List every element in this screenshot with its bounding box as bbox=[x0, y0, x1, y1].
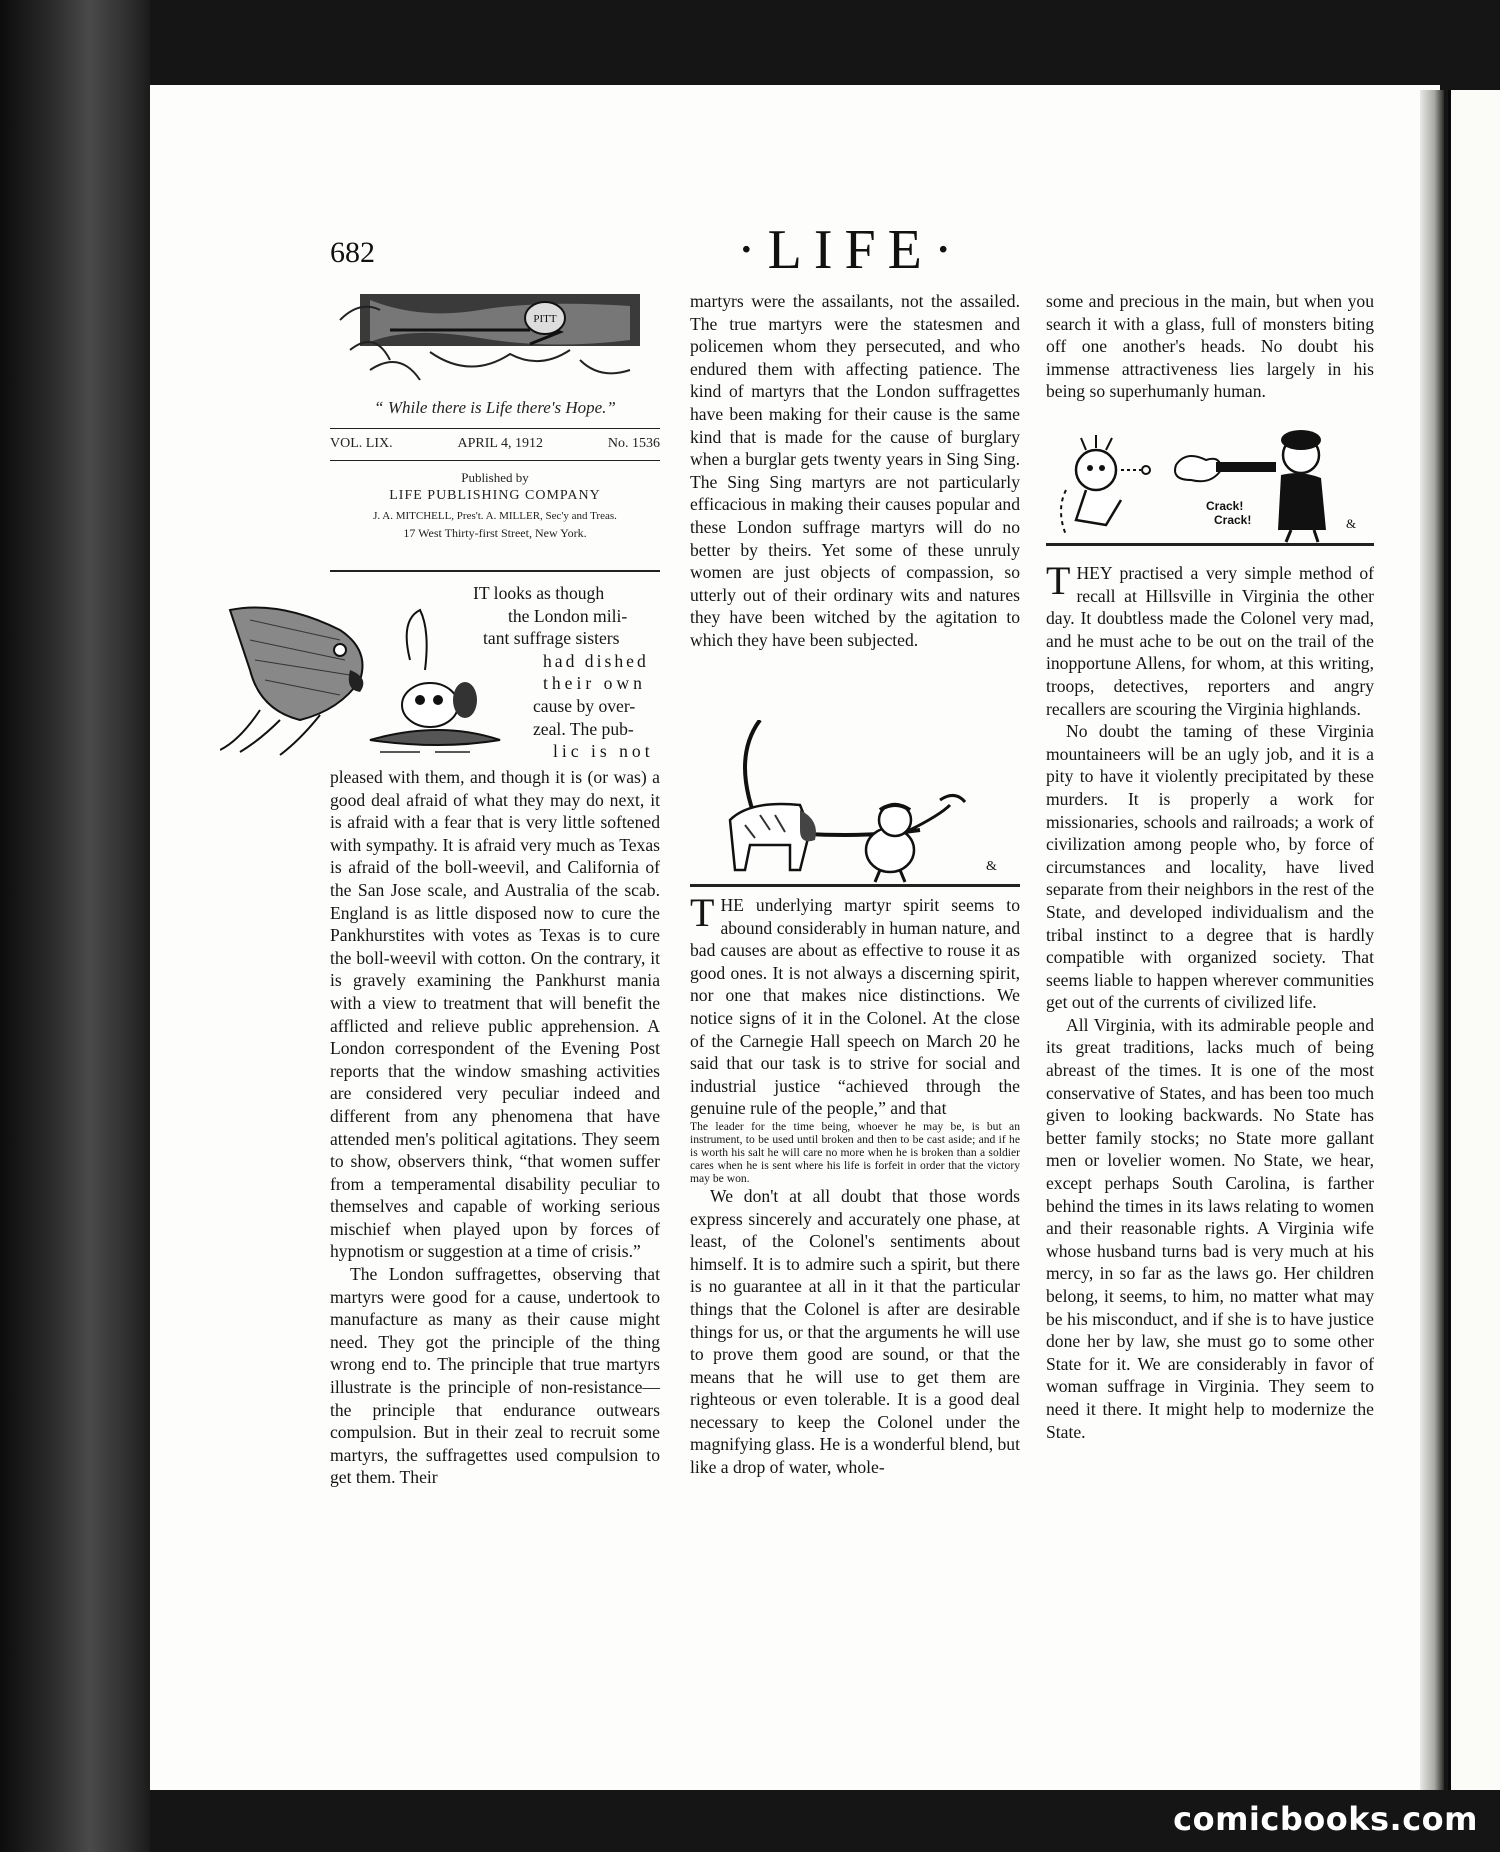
publisher-name: LIFE PUBLISHING COMPANY bbox=[389, 488, 601, 503]
col2-paragraph-1: martyrs were the assailants, not the assailed. The true martyrs were the statesmen and policemen whom they persecuted, and who endured them with affecting patience. The kind of martyrs that the London suffragettes have been making for their cause is the same kind that is made for the cause of burglary when a burglar gets twenty years in Sing Sing. The Sing Sing martyrs are not particularly efficacious in making their causes popular and these London suffrage martyrs will do no better by theirs. Yet some of these unruly women are just objects of compassion, so utterly out of their ordinary wits and natures they have been witched by the agitation to which they have been subjected. bbox=[690, 291, 1020, 650]
col2-paragraph-3: We don't at all doubt that those words express sincerely and accurately one phase, at least, of the Colonel's sentiments about himself. It is to admire such a spirit, but there is no guarantee at all in it that the particular things that the Colonel is after are desirable things for us, or that the arguments he will use to prove them good are sound, or that the means that he will use to get them are righteous or even tolerable. It is a good deal necessary to keep the Colonel under the magnifying glass. He is a wonderful blend, but like a drop of water, whole- bbox=[690, 1185, 1020, 1478]
masthead-illustration bbox=[330, 290, 660, 390]
scan-left-border bbox=[0, 0, 150, 1852]
col1-wrap-line: tant suffrage sisters bbox=[483, 628, 620, 649]
volume: VOL. LIX. bbox=[330, 436, 393, 451]
col1-paragraph-1: pleased with them, and though it is (or was) a good deal afraid of what they may do next, it is afraid with a fear that is very little softened with sympathy. It is afraid very much as Texas is afraid of the boll-weevil, and California of the San Jose scale, and Australia of the scab. England is as little disposed now to cure the Pankhurstites with votes as Texas is to cure the boll-weevil with cotton. On the contrary, it is gravely examining the Pankhurst mania with a view to treatment that will benefit the afflicted and relieve public apprehension. A London correspondent of the Evening Post reports that the window smashing activities are considered very peculiar indeed and different from any phenomena that have attended men's political agitations. They seem to show, observers think, “that women suffer from a temperamental disability peculiar to themselves and capable of working serious mischief when played upon by forces of hypnotism or suggestion at a time of crisis.” bbox=[330, 767, 660, 1262]
publisher-address: 17 West Thirty-first Street, New York. bbox=[403, 526, 587, 540]
page-number: 682 bbox=[330, 236, 375, 269]
col1-wrap-line: IT looks as though bbox=[473, 583, 605, 603]
col1-wrap-line: cause by over- bbox=[533, 695, 636, 716]
col2-illustration-base bbox=[690, 884, 1020, 887]
issue-line bbox=[330, 436, 660, 452]
col1-paragraph-2: The London suffragettes, observing that martyrs were good for a cause, undertook to manufacture as many as their cause might need. They got the principle of the thing wrong end to. The principle that true martyrs illustrate is the principle of non-resistance—the principle that endurance outwears compulsion. But in their zeal to recruit some martyrs, the suffragettes used compulsion to get them. Their bbox=[330, 1264, 660, 1488]
col3-paragraph-4: All Virginia, with its admirable people and its great traditions, lacks much of being abreast of the times. It is one of the most conservative of States, and has been too much given to looking backwards. No State has better family stocks; no State more gallant men or lovelier women. No State, we hear, except perhaps South Carolina, is farther behind the times in its laws relating to women and their reasonable rights. A Virginia wife whose husband turns bad is very much at his mercy, in so far as the laws go. Her children belong, it seems, to him, no matter what may be his misconduct, and if she is to have justice done her by law, she must go to some other State for it. We are considerably in favor of woman suffrage in Virginia. They seem to need it there. It might help to modernize the State. bbox=[1046, 1014, 1374, 1442]
col3-paragraph-3: No doubt the taming of these Virginia mountaineers will be an ugly job, and it is a pity to have it violently precipitated by these murders. It is properly a work for missionaries, schools and railroads; a work of civilization among people who, by force of circumstances and locality, have lived separate from their neighbors in the rest of the State, and developed individualism and the tribal instinct to a degree that is hardly compatible with organized society. That seems liable to happen wherever communities get out of the currents of civilized life. bbox=[1046, 721, 1374, 1013]
col3-paragraph-2: THEY practised a very simple method of recall at Hillsville in Virginia the other day. It doubtless made the Colonel very mad, and he must ache to be out on the trail of the inopportune Allens, for whom, at this writing, troops, detectives, reporters and angry recallers are scouring the Virginia highlands. bbox=[1046, 558, 1374, 719]
col1-wrap-line: had dished bbox=[543, 650, 649, 671]
col1-wrap-line: the London mili- bbox=[508, 605, 628, 626]
col1-wrap-line: lic is not bbox=[553, 741, 654, 762]
publisher-block bbox=[330, 470, 660, 541]
facing-page-edge bbox=[1448, 90, 1500, 1790]
issue-date: APRIL 4, 1912 bbox=[457, 436, 543, 451]
svg-text:&: & bbox=[986, 859, 997, 874]
masthead-title: ·LIFE· bbox=[737, 219, 965, 281]
watermark: comicbooks.com bbox=[1173, 1800, 1478, 1838]
page-gutter bbox=[1420, 90, 1444, 1790]
colophon-rule-middle bbox=[330, 460, 660, 461]
motto: “ While there is Life there's Hope.” bbox=[374, 398, 616, 417]
col3-illustration-base bbox=[1046, 543, 1374, 546]
colophon-rule-top bbox=[330, 428, 660, 429]
colophon-rule-bottom bbox=[330, 570, 660, 572]
col1-wrap-line: their own bbox=[543, 673, 646, 694]
col2-middle bbox=[690, 890, 1020, 1479]
col3-body bbox=[1046, 558, 1374, 1443]
col3-paragraph-1: some and precious in the main, but when you search it with a glass, full of monsters biting off one another's heads. No doubt his immense attractiveness lies largely in his being so superhumanly human. bbox=[1046, 291, 1374, 402]
masthead-art-caption: PITT bbox=[533, 313, 557, 325]
col2-top bbox=[690, 290, 1020, 652]
svg-text:Crack!: Crack! bbox=[1206, 499, 1244, 513]
col3-top bbox=[1046, 290, 1374, 403]
col2-paragraph-2: THE underlying martyr spirit seems to abound considerably in human nature, and bad causes are about as effective to rouse it as good ones. It is not always a discerning spirit, nor one that makes nice distinctions. We notice signs of it in the Colonel. At the close of the Carnegie Hall speech on March 20 he said that our task is to strive for social and industrial justice “achieved through the genuine rule of the people,” and that bbox=[690, 890, 1020, 1119]
svg-text:Crack!: Crack! bbox=[1214, 513, 1252, 527]
issue-number: No. 1536 bbox=[607, 436, 660, 451]
shooting-cartoon bbox=[1046, 430, 1374, 550]
col2-quoted-passage: The leader for the time being, whoever he may be, is but an instrument, to be used until broken and then to be cast aside; and if he is worth his salt he will care no more when he is broken than a soldier cares when he is sent where his life is forfeit in order that the victory may be won. bbox=[690, 1119, 1020, 1185]
col1-wrap-text bbox=[473, 582, 660, 763]
published-by: Published by bbox=[461, 470, 529, 485]
ox-cartoon bbox=[690, 720, 1020, 890]
col1-body bbox=[330, 766, 660, 1489]
publisher-officers: J. A. MITCHELL, Pres't. A. MILLER, Sec'y and Treas. bbox=[373, 510, 617, 522]
col1-wrap-line: zeal. The pub- bbox=[533, 718, 634, 739]
svg-text:&: & bbox=[1346, 516, 1357, 531]
